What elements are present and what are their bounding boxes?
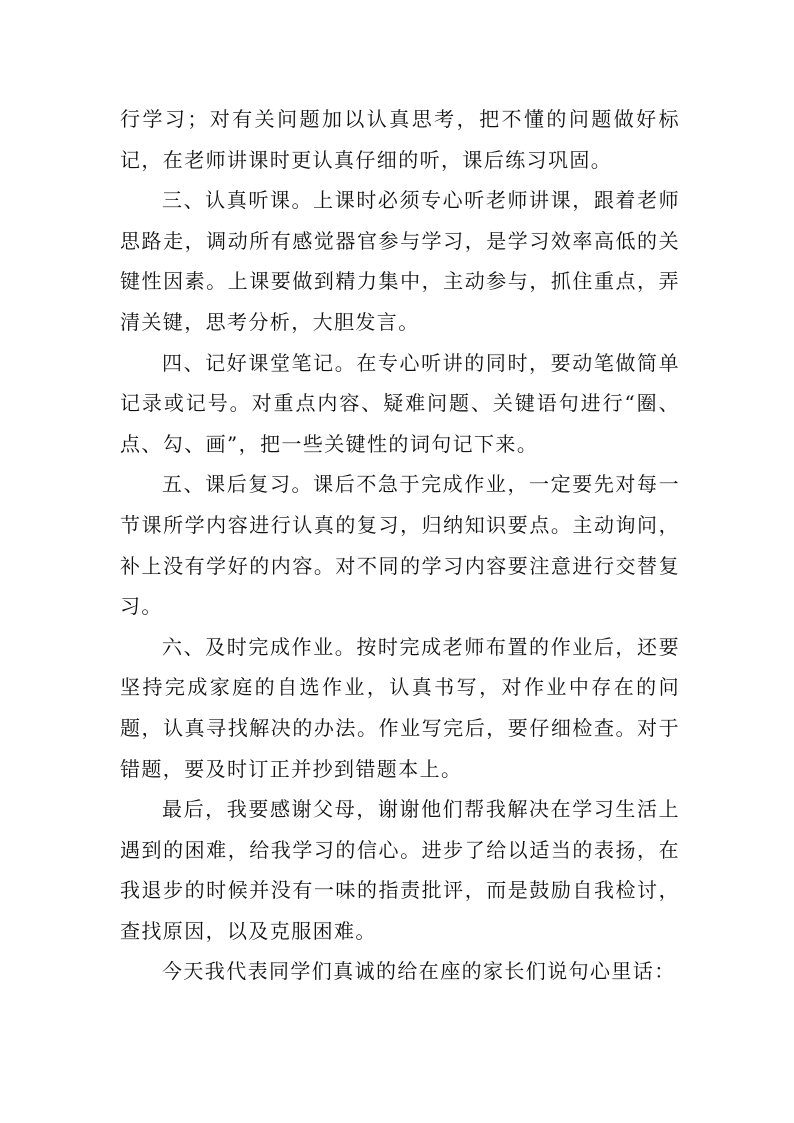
paragraph-thanks-parents: 最后，我要感谢父母，谢谢他们帮我解决在学习生活上遇到的困难，给我学习的信心。进步了给以适当的表扬，在我退步的时候并没有一味的指责批评，而是鼓励自我检讨，查找原因，以及克服困难。	[120, 797, 680, 943]
paragraph-finish-homework: 六、及时完成作业。按时完成老师布置的作业后，还要坚持完成家庭的自选作业，认真书写，对作业中存在的问题，认真寻找解决的办法。作业写完后，要仔细检查。对于错题，要及时订正并抄到错题本上。	[120, 634, 680, 781]
paragraph-take-notes: 四、记好课堂笔记。在专心听讲的同时，要动笔做简单记录或记号。对重点内容、疑难问题、关键语句进行“圈、点、勾、画”，把一些关键性的词句记下来。	[120, 350, 680, 456]
paragraph-review-after-class: 五、课后复习。课后不急于完成作业，一定要先对每一节课所学内容进行认真的复习，归纳知识要点。主动询问，补上没有学好的内容。对不同的学习内容要注意进行交替复习。	[120, 472, 680, 619]
paragraph-continuation: 行学习；对有关问题加以认真思考，把不懂的问题做好标记，在老师讲课时更认真仔细的听，课后练习巩固。	[120, 107, 680, 172]
paragraph-listen-in-class: 三、认真听课。上课时必须专心听老师讲课，跟着老师思路走，调动所有感觉器官参与学习，是学习效率高低的关键性因素。上课要做到精力集中，主动参与，抓住重点，弄清关键，思考分析，大胆发言。	[120, 188, 680, 334]
document-body	[120, 99, 680, 992]
paragraph-closing: 今天我代表同学们真诚的给在座的家长们说句心里话：	[162, 959, 676, 984]
